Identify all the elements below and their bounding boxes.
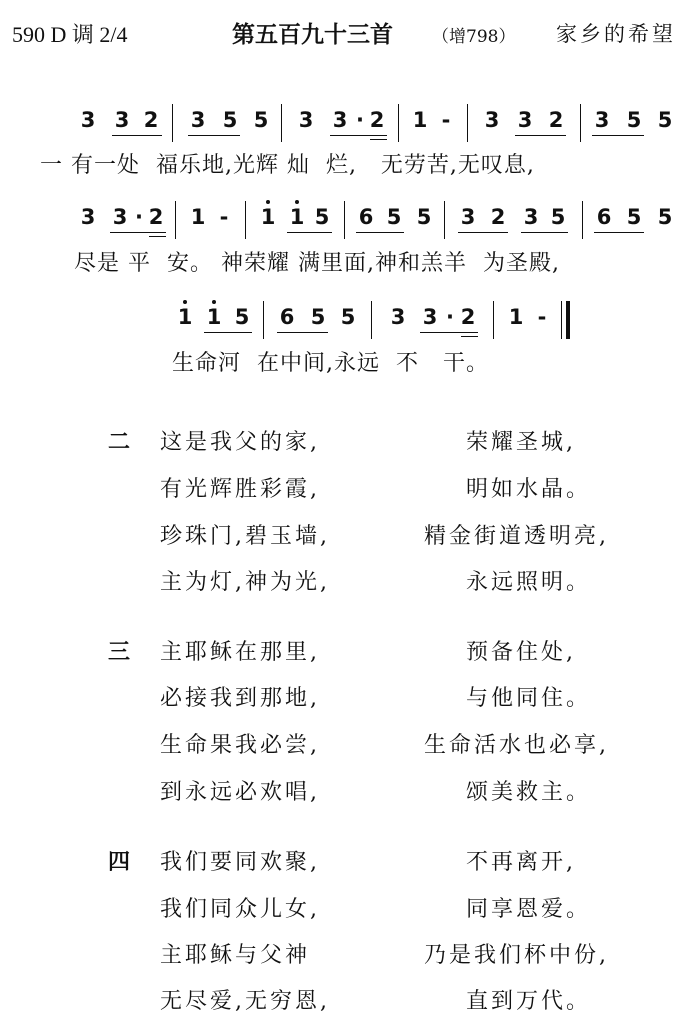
note: 5 — [253, 108, 269, 132]
dash: - — [537, 305, 547, 329]
notation-line-2 — [0, 205, 700, 239]
note: 3 — [114, 108, 130, 132]
underline — [515, 135, 566, 136]
note-high: 1 — [177, 305, 193, 329]
lyrics-line-3: 生命河 在中间,永远 不 干。 — [172, 351, 489, 376]
barline — [580, 104, 581, 142]
note: 3 — [298, 108, 314, 132]
barline — [371, 301, 372, 339]
note: 5 — [314, 205, 330, 229]
note: 6 — [279, 305, 295, 329]
verse-line-left: 这是我父的家, — [160, 430, 320, 455]
dash: - — [219, 205, 229, 229]
note: 5 — [340, 305, 356, 329]
note: 3 — [460, 205, 476, 229]
verse-number: 二 — [108, 430, 131, 455]
underline — [356, 232, 404, 233]
octave-dot — [183, 300, 187, 304]
verse-line-left: 到永远必欢唱, — [160, 780, 320, 805]
verse-line-right: 预备住处, — [466, 640, 576, 665]
note: 3 — [80, 108, 96, 132]
note: 5 — [310, 305, 326, 329]
verse-line-right: 乃是我们杯中份, — [424, 943, 609, 968]
note: 5 — [222, 108, 238, 132]
dash: - — [441, 108, 451, 132]
note-dot: · — [135, 205, 143, 229]
note: 5 — [626, 205, 642, 229]
verse-line-right: 同享恩爱。 — [466, 897, 592, 922]
note: 5 — [416, 205, 432, 229]
underline — [458, 232, 508, 233]
verse-line-right: 与他同住。 — [466, 686, 592, 711]
hymn-addendum: （增798） — [432, 27, 516, 47]
verse-number: 四 — [108, 850, 131, 875]
note: 6 — [596, 205, 612, 229]
verse-line-left: 我们要同欢聚, — [160, 850, 320, 875]
underline — [592, 135, 644, 136]
barline — [344, 201, 345, 239]
underline — [188, 135, 240, 136]
hymn-name: 家乡的希望 — [556, 22, 676, 46]
notation-line-3 — [0, 305, 700, 339]
verse-line-right: 不再离开, — [466, 850, 576, 875]
verse-line-left: 必接我到那地, — [160, 686, 320, 711]
underline — [521, 232, 568, 233]
note: 3 — [80, 205, 96, 229]
note: 2 — [148, 205, 164, 229]
note: 5 — [626, 108, 642, 132]
barline — [245, 201, 246, 239]
verse-number: 三 — [108, 640, 131, 665]
note-high: 1 — [289, 205, 305, 229]
barline — [398, 104, 399, 142]
underline — [594, 232, 644, 233]
final-barline-thin — [561, 301, 562, 339]
underline — [330, 135, 387, 136]
underline — [287, 232, 332, 233]
note: 3 — [594, 108, 610, 132]
note-dot: · — [356, 108, 364, 132]
note-dot: · — [446, 305, 454, 329]
underline — [112, 135, 162, 136]
note: 2 — [460, 305, 476, 329]
note: 2 — [143, 108, 159, 132]
note: 5 — [386, 205, 402, 229]
underline — [420, 332, 478, 333]
lyrics-line-1: 一 有一处 福乐地,光辉 灿 烂, 无劳苦,无叹息, — [40, 153, 535, 178]
octave-dot — [212, 300, 216, 304]
barline — [175, 201, 176, 239]
note: 5 — [550, 205, 566, 229]
final-barline-thick — [566, 301, 570, 339]
note: 3 — [523, 205, 539, 229]
note: 2 — [490, 205, 506, 229]
note-high: 1 — [260, 205, 276, 229]
note: 5 — [234, 305, 250, 329]
barline — [467, 104, 468, 142]
note: 3 — [332, 108, 348, 132]
note: 3 — [390, 305, 406, 329]
underline — [149, 236, 166, 237]
verse-line-left: 我们同众儿女, — [160, 897, 320, 922]
verse-line-right: 颂美救主。 — [466, 780, 592, 805]
note: 6 — [358, 205, 374, 229]
verse-line-right: 生命活水也必享, — [424, 733, 609, 758]
note: 1 — [508, 305, 524, 329]
verse-line-right: 精金街道透明亮, — [424, 524, 609, 549]
note: 1 — [412, 108, 428, 132]
verse-line-left: 主耶稣与父神 — [160, 943, 311, 968]
verse-line-left: 主耶稣在那里, — [160, 640, 320, 665]
verse-line-left: 无尽爱,无穷恩, — [160, 989, 330, 1014]
note: 2 — [548, 108, 564, 132]
barline — [582, 201, 583, 239]
verse-line-left: 珍珠门,碧玉墙, — [160, 524, 330, 549]
verse-line-right: 直到万代。 — [466, 989, 592, 1014]
hymn-number-key-time: 590 D 调 2/4 — [12, 22, 128, 47]
note: 3 — [484, 108, 500, 132]
octave-dot — [266, 200, 270, 204]
verse-line-right: 明如水晶。 — [466, 477, 592, 502]
verse-line-left: 主为灯,神为光, — [160, 570, 330, 595]
verse-line-right: 永远照明。 — [466, 570, 592, 595]
underline — [461, 336, 478, 337]
underline — [370, 139, 387, 140]
barline — [444, 201, 445, 239]
underline — [110, 232, 166, 233]
verse-line-right: 荣耀圣城, — [466, 430, 576, 455]
barline — [263, 301, 264, 339]
note: 3 — [112, 205, 128, 229]
note-high: 1 — [206, 305, 222, 329]
note: 2 — [369, 108, 385, 132]
underline — [204, 332, 252, 333]
note: 3 — [190, 108, 206, 132]
lyrics-line-2: 尽是 平 安。 神荣耀 满里面,神和羔羊 为圣殿, — [74, 251, 560, 276]
note: 5 — [657, 205, 673, 229]
hymn-title: 第五百九十三首 — [232, 22, 393, 48]
octave-dot — [295, 200, 299, 204]
barline — [281, 104, 282, 142]
note: 1 — [190, 205, 206, 229]
note: 5 — [657, 108, 673, 132]
verse-line-left: 生命果我必尝, — [160, 733, 320, 758]
underline — [277, 332, 328, 333]
note: 3 — [517, 108, 533, 132]
verse-line-left: 有光辉胜彩霞, — [160, 477, 320, 502]
note: 3 — [422, 305, 438, 329]
barline — [172, 104, 173, 142]
barline — [493, 301, 494, 339]
notation-line-1 — [0, 108, 700, 142]
